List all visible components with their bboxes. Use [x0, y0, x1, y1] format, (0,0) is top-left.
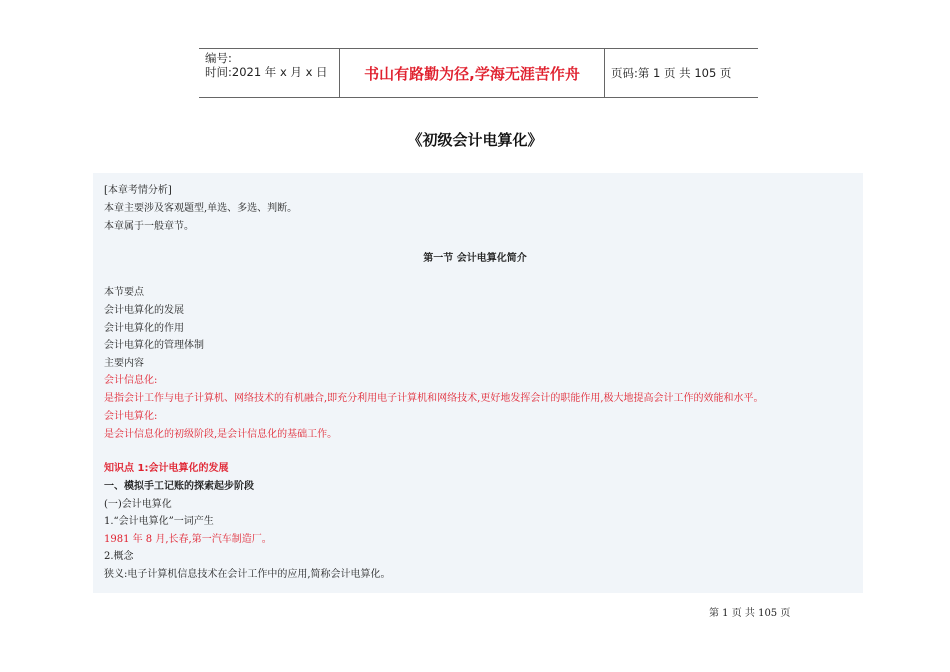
serial-label: 编号:: [205, 51, 232, 65]
sub-heading: (一)会计电算化: [104, 499, 172, 510]
info-definition: 是指会计工作与电子计算机、网络技术的有机融合,即充分利用电子计算机和网络技术,更好地发挥会计的职能作用,极大地提高会计工作的效能和水平。: [104, 393, 764, 404]
points-heading: 本节要点: [104, 287, 144, 298]
analysis-heading: [本章考情分析]: [104, 185, 172, 196]
analysis-line: 本章属于一般章节。: [104, 221, 194, 232]
section-title: 第一节 会计电算化简介: [423, 253, 527, 264]
list-item-detail: 1981 年 8 月,长春,第一汽车制造厂。: [104, 534, 272, 545]
date-label: 时间:2021 年 x 月 x 日: [205, 65, 328, 79]
ec-definition: 是会计信息化的初级阶段,是会计信息化的基础工作。: [104, 429, 338, 440]
ec-term: 会计电算化:: [104, 411, 158, 422]
point-item: 会计电算化的作用: [104, 323, 184, 334]
analysis-line: 本章主要涉及客观题型,单选、多选、判断。: [104, 203, 298, 214]
stage-heading: 一、模拟手工记账的探索起步阶段: [104, 481, 254, 492]
definition-text: 狭义:电子计算机信息技术在会计工作中的应用,简称会计电算化。: [104, 569, 391, 580]
motto: 书山有路勤为径,学海无涯苦作舟: [340, 49, 605, 97]
header-table: [199, 48, 758, 98]
point-item: 会计电算化的发展: [104, 305, 184, 316]
main-content-heading: 主要内容: [104, 358, 144, 369]
list-item: 2.概念: [104, 551, 134, 562]
document-title: 《初级会计电算化》: [407, 131, 543, 149]
page-footer: 第 1 页 共 105 页: [709, 608, 791, 619]
page-info: 页码:第 1 页 共 105 页: [611, 66, 732, 80]
list-item: 1.“会计电算化”一词产生: [104, 516, 214, 527]
info-term: 会计信息化:: [104, 375, 158, 386]
header-left-cell: [199, 49, 340, 97]
content-panel: [93, 173, 863, 593]
point-item: 会计电算化的管理体制: [104, 340, 204, 351]
knowledge-point-heading: 知识点 1:会计电算化的发展: [104, 463, 229, 474]
